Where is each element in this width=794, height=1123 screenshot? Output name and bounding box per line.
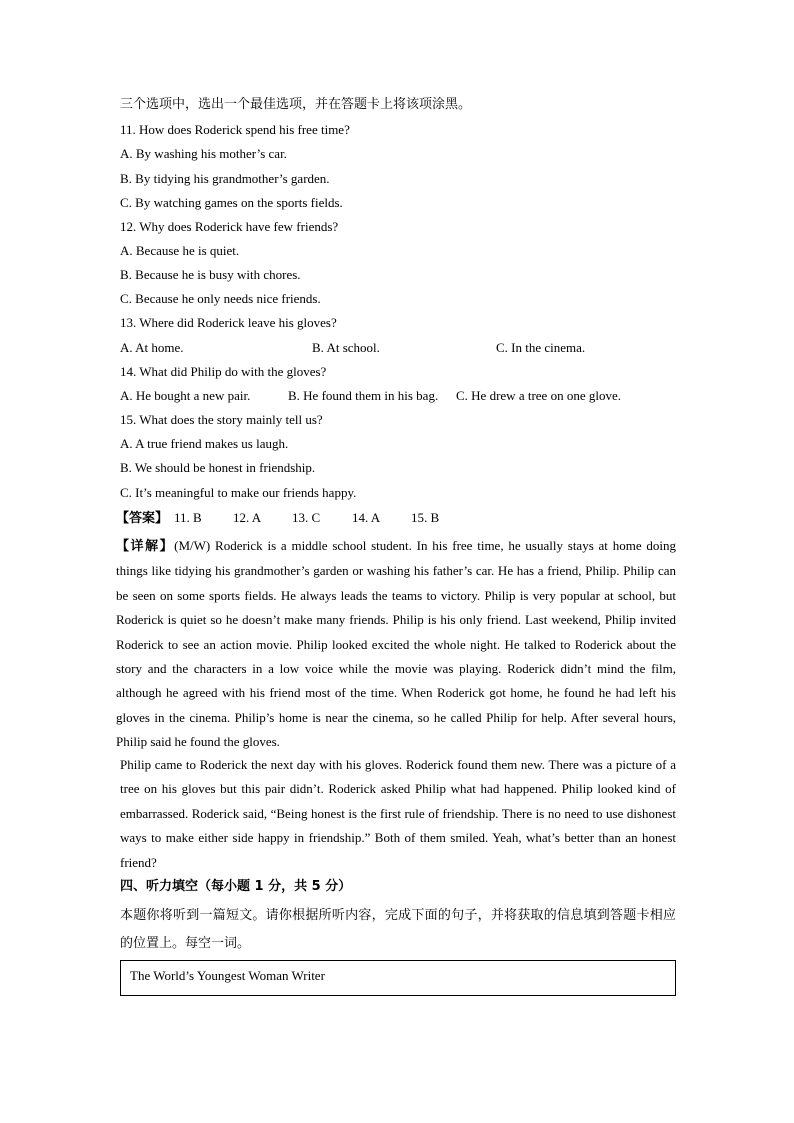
question-11: 11. How does Roderick spend his free time? bbox=[120, 122, 350, 137]
answer-row bbox=[116, 510, 168, 527]
question-14: 14. What did Philip do with the gloves? bbox=[120, 364, 327, 379]
answer-15: 15. B bbox=[411, 510, 440, 525]
answer-13: 13. C bbox=[292, 510, 321, 525]
title-box bbox=[120, 960, 676, 996]
explanation-paragraph-1 bbox=[116, 534, 676, 755]
section-4-heading: 四、听力填空（每小题 1 分，共 5 分） bbox=[120, 879, 352, 894]
q15-option-a: A. A true friend makes us laugh. bbox=[120, 436, 289, 451]
question-12: 12. Why does Roderick have few friends? bbox=[120, 219, 339, 234]
q12-option-a: A. Because he is quiet. bbox=[120, 243, 240, 258]
explanation-text-2: Philip came to Roderick the next day with his gloves. Roderick found them new. There was a picture of a tree on his gloves but this pair didn’t. Roderick asked Philip what had happened. Philip looked kind of embarrassed. Roderick said, “Being honest is the first rule of friendship. There is no need to use dishonest ways to make either side happy in friendship.” Both of them smiled. Yeah, what’s better than an honest friend? bbox=[120, 757, 676, 870]
q12-option-c: C. Because he only needs nice friends. bbox=[120, 291, 321, 306]
q15-option-c: C. It’s meaningful to make our friends happy. bbox=[120, 485, 357, 500]
answer-label: 【答案】 bbox=[116, 511, 169, 526]
q13-option-b: B. At school. bbox=[312, 340, 380, 355]
explanation-paragraph-2 bbox=[120, 753, 676, 875]
explanation-text-1: (M/W) Roderick is a middle school student. In his free time, he usually stays at home doing things like tidying his grandmother’s garden or washing his father’s car. He has a friend, Philip. Philip can be seen on some sports fields. He always leads the teams to victory. Philip is very popular at school, but Roderick is quiet so he doesn’t make many friends. Philip is his only friend. Last weekend, Philip invited Roderick to see an action movie. Philip looked excited the whole night. He talked to Roderick about the story and the characters in a low voice while the movie was playing. Roderick didn’t mind the film, although he agreed with his friend most of the time. When Roderick got home, he found he had left his gloves in the cinema. Philip’s home is near the cinema, so he called Philip for help. After several hours, Philip said he found the gloves. bbox=[116, 538, 676, 750]
q14-option-b: B. He found them in his bag. bbox=[288, 388, 439, 403]
q12-option-b: B. Because he is busy with chores. bbox=[120, 267, 301, 282]
q11-option-b: B. By tidying his grandmother’s garden. bbox=[120, 171, 330, 186]
section-4-instruction: 本题你将听到一篇短文。请你根据所听内容，完成下面的句子，并将获取的信息填到答题卡相应的位置上。每空一词。 bbox=[120, 908, 676, 951]
box-title: The World’s Youngest Woman Writer bbox=[130, 968, 325, 983]
q13-option-a: A. At home. bbox=[120, 340, 184, 355]
question-15: 15. What does the story mainly tell us? bbox=[120, 412, 323, 427]
q14-option-c: C. He drew a tree on one glove. bbox=[456, 388, 621, 403]
explanation-label: 【详解】 bbox=[116, 539, 175, 554]
answer-14: 14. A bbox=[352, 510, 381, 525]
section-intro: 三个选项中，选出一个最佳选项，并在答题卡上将该项涂黑。 bbox=[120, 97, 472, 112]
q15-option-b: B. We should be honest in friendship. bbox=[120, 460, 316, 475]
answer-12: 12. A bbox=[233, 510, 262, 525]
answer-11: 11. B bbox=[174, 510, 202, 525]
q13-option-c: C. In the cinema. bbox=[496, 340, 586, 355]
question-13: 13. Where did Roderick leave his gloves? bbox=[120, 315, 337, 330]
q11-option-c: C. By watching games on the sports fields. bbox=[120, 195, 343, 210]
q11-option-a: A. By washing his mother’s car. bbox=[120, 146, 287, 161]
q14-option-a: A. He bought a new pair. bbox=[120, 388, 251, 403]
